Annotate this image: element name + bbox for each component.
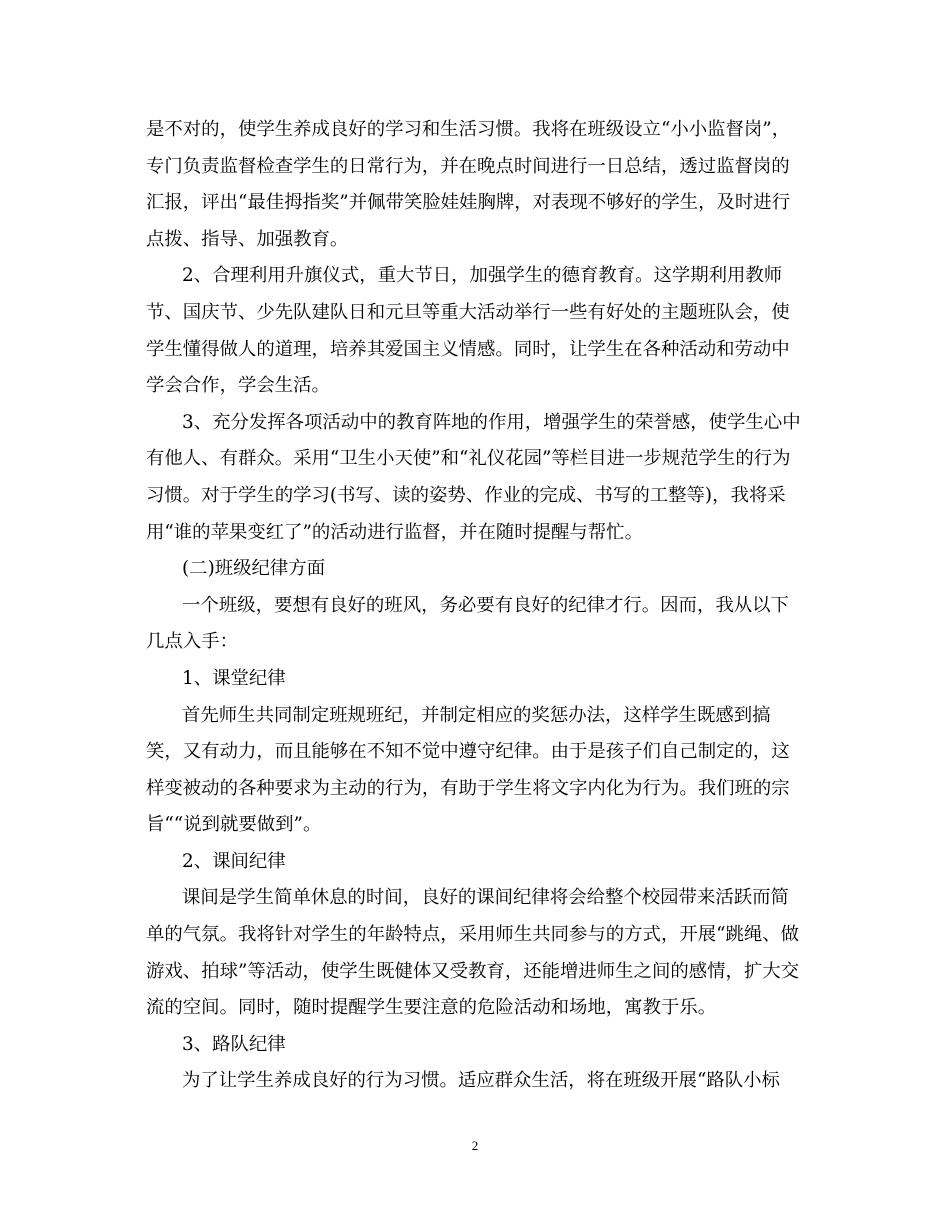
paragraph-start-line: 2、合理利用升旗仪式，重大节日，加强学生的德育教育。这学期利用教师 <box>182 265 783 287</box>
page-number: 2 <box>471 1138 479 1153</box>
paragraph-start-line: 3、充分发挥各项活动中的教育阵地的作用，增强学生的荣誉感，使学生心中 <box>182 411 801 433</box>
text-line: 样变被动的各种要求为主动的行为，有助于学生将文字内化为行为。我们班的宗 <box>146 777 790 799</box>
text-line: 是不对的，使学生养成良好的学习和生活习惯。我将在班级设立“小小监督岗”， <box>146 119 791 140</box>
text-line: 几点入手： <box>146 631 238 653</box>
paragraph-start-line: 课间是学生简单休息的时间，良好的课间纪律将会给整个校园带来活跃而简 <box>182 887 789 909</box>
text-line: 学会合作，学会生活。 <box>146 375 330 397</box>
text-line: 学生懂得做人的道理，培养其爱国主义情感。同时，让学生在各种活动和劳动中 <box>146 338 790 360</box>
text-line: 用“谁的苹果变红了”的活动进行监督，并在随时提醒与帮忙。 <box>146 521 643 543</box>
paragraph-start-line: 为了让学生养成良好的行为习惯。适应群众生活，将在班级开展“路队小标 <box>182 1070 780 1092</box>
text-line: 单的气氛。我将针对学生的年龄特点，采用师生共同参与的方式，开展“跳绳、做 <box>146 924 800 946</box>
text-line: 点拨、指导、加强教育。 <box>146 228 349 250</box>
text-line: 专门负责监督检查学生的日常行为，并在晚点时间进行一日总结，透过监督岗的 <box>146 155 790 177</box>
text-line: 游戏、拍球”等活动，使学生既健体又受教育，还能增进师生之间的感情，扩大交 <box>146 960 800 982</box>
document-body <box>146 112 806 1100</box>
text-line: 节、国庆节、少先队建队日和元旦等重大活动举行一些有好处的主题班队会，使 <box>146 301 790 323</box>
section-heading: (二)班级纪律方面 <box>182 558 326 580</box>
text-line: 习惯。对于学生的学习(书写、读的姿势、作业的完成、书写的工整等)，我将采 <box>146 484 786 506</box>
subsection-heading: 1、课堂纪律 <box>182 667 286 689</box>
text-line: 流的空间。同时，随时提醒学生要注意的危险活动和场地，寓教于乐。 <box>146 997 717 1019</box>
text-line: 笑，又有动力，而且能够在不知不觉中遵守纪律。由于是孩子们自己制定的，这 <box>146 741 790 763</box>
subsection-heading: 3、路队纪律 <box>182 1033 286 1055</box>
text-line: 汇报，评出“最佳拇指奖”并佩带笑脸娃娃胸牌，对表现不够好的学生，及时进行 <box>146 192 791 214</box>
text-line: 旨““说到就要做到”。 <box>146 814 322 836</box>
subsection-heading: 2、课间纪律 <box>182 850 286 872</box>
paragraph-start-line: 一个班级，要想有良好的班风，务必要有良好的纪律才行。因而，我从以下 <box>182 594 789 616</box>
text-line: 有他人、有群众。采用“卫生小天使”和“礼仪花园”等栏目进一步规范学生的行为 <box>146 448 791 470</box>
paragraph-start-line: 首先师生共同制定班规班纪，并制定相应的奖惩办法，这样学生既感到搞 <box>182 704 771 726</box>
